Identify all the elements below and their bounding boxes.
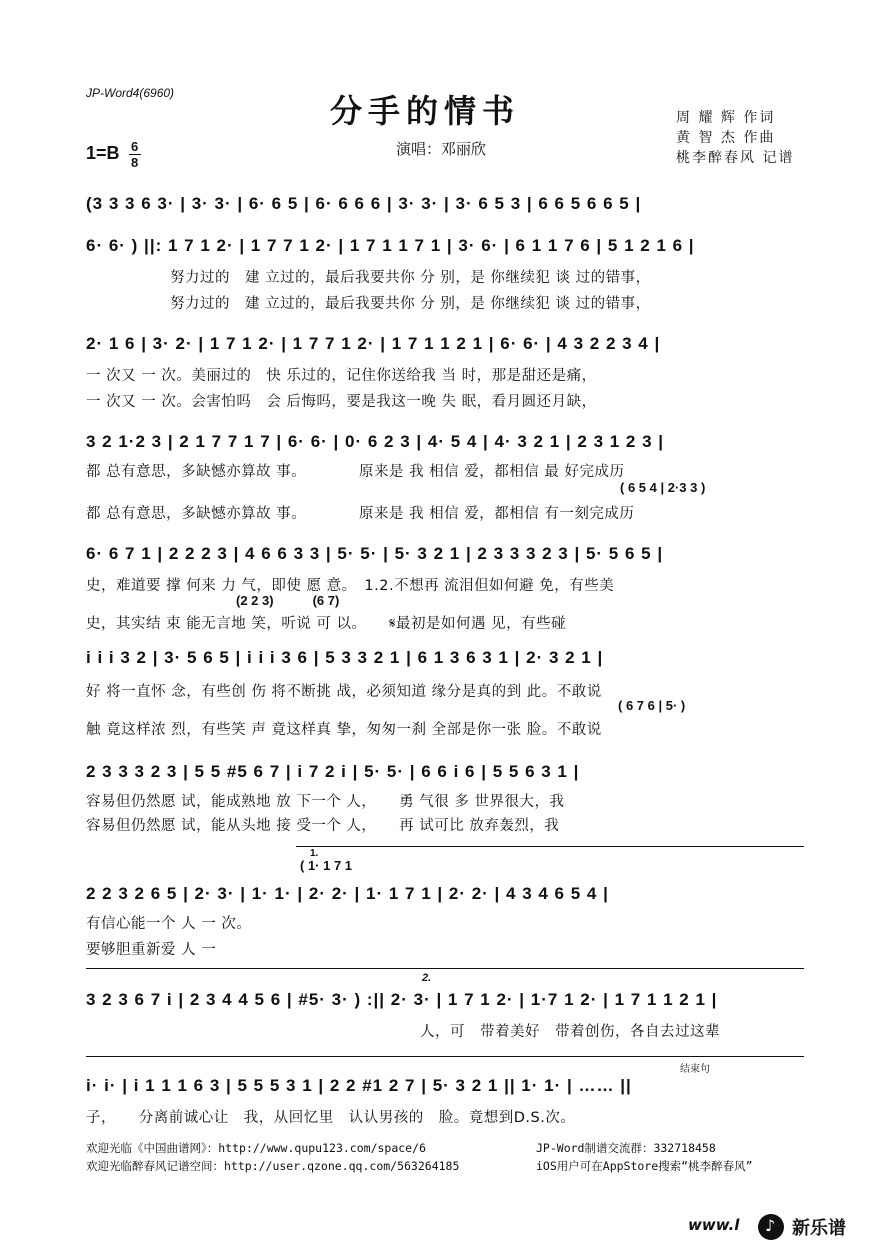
- lyric-row-2-verse-1: 努力过的 建 立过的，最后我要共你 分 别，是 你继续犯 谈 过的错事，: [170, 270, 651, 286]
- watermark-brand: 新乐谱: [792, 1218, 846, 1239]
- song-title: 分手的情书: [330, 92, 521, 130]
- lyric-row-10-verse-1: 子， 分离前诚心让 我，从回忆里 认认男孩的 脸。竟想到D.S.次。: [86, 1110, 576, 1126]
- key-label: 1=B: [86, 143, 120, 163]
- footer-group-info: JP-Word制谱交流群：332718458: [536, 1141, 716, 1155]
- lyric-row-7-verse-1: 容易但仍然愿 试，能成熟地 放 下一个 人， 勇 气很 多 世界很大，我: [86, 794, 565, 810]
- footer-link-qupu[interactable]: 欢迎光临《中国曲谱网》：http://www.qupu123.com/space/6: [86, 1141, 426, 1155]
- score-row-2: 6· 6· ) ||: 1 7 1 2· | 1 7 7 1 2· | 1 7 1 1 7 1 | 3· 6· | 6 1 1 7 6 | 5 1 2 1 6 |: [86, 236, 695, 255]
- score-row-3: 2· 1 6 | 3· 2· | 1 7 1 2· | 1 7 7 1 2· | 1 7 1 1 2 1 | 6· 6· | 4 3 2 2 3 4 |: [86, 334, 661, 353]
- time-top: 6: [131, 139, 139, 154]
- lyric-row-6-verse-1: 好 将一直怀 念，有些创 伤 将不断挑 战，必须知道 缘分是真的到 此。不敢说: [86, 684, 602, 700]
- score-row-8: 2 2 3 2 6 5 | 2· 3· | 1· 1· | 2· 2· | 1· 1 7 1 | 2· 2· | 4 3 4 6 5 4 |: [86, 884, 609, 903]
- watermark-url: www.l: [688, 1216, 740, 1234]
- time-signature: [129, 140, 141, 169]
- time-bottom: 8: [131, 155, 139, 170]
- score-row-5: 6· 6 7 1 | 2 2 2 3 | 4 6 6 3 3 | 5· 5· | 5· 3 2 1 | 2 3 3 3 2 3 | 5· 5 6 5 |: [86, 544, 664, 563]
- volta-label-2: 2.: [422, 972, 432, 984]
- lyric-row-3-verse-1: 一 次又 一 次。美丽过的 快 乐过的，记住你送给我 当 时，那是甜还是痛，: [86, 368, 597, 384]
- score-row-1: (3 3 3 6 3· | 3· 3· | 6· 6 5 | 6· 6 6 6 | 3· 3· | 3· 6 5 3 | 6 6 5 6 6 5 |: [86, 194, 642, 213]
- alt-notes-row-6: ( 6 7 6 | 5· ): [618, 698, 686, 713]
- lyric-row-8-verse-2: 要够胆重新爱 人 一: [86, 942, 217, 958]
- score-row-4: 3 2 1·2 3 | 2 1 7 7 1 7 | 6· 6· | 0· 6 2 3 | 4· 5 4 | 4· 3 2 1 | 2 3 1 2 3 |: [86, 432, 665, 451]
- lyric-row-5-verse-1: 史，难道要 撑 何来 力 气，即使 愿 意。 1.2.不想再 流泪但如何避 免，有些美: [86, 578, 615, 594]
- score-row-7: 2 3 3 3 2 3 | 5 5 #5 6 7 | i 7 2 i | 5· 5· | 6 6 i 6 | 5 5 6 3 1 |: [86, 762, 580, 781]
- alt-notes-row-8: ( 1· 1 7 1: [300, 858, 353, 873]
- lyric-row-4-verse-2: 都 总有意思，多缺憾亦算故 事。 原来是 我 相信 爱，都相信 有一刻完成历: [86, 506, 635, 522]
- lyric-row-5-verse-2: 史，其实结 束 能无言地 笑，听说 可 以。 𝄋最初是如何遇 见，有些碰: [86, 616, 567, 632]
- lyric-row-9-verse-1: 人，可 带着美好 带着创伤，各自去过这辈: [420, 1024, 720, 1040]
- alt-notes-row-5: (2 2 3) (6 7): [236, 593, 340, 608]
- lyric-row-3-verse-2: 一 次又 一 次。会害怕吗 会 后悔吗，要是我这一晚 失 眠，看月圆还月缺，: [86, 394, 597, 410]
- alt-notes-row-4: ( 6 5 4 | 2·3 3 ): [620, 480, 706, 495]
- score-row-6: i i i 3 2 | 3· 5 6 5 | i i i 3 6 | 5 3 3 2 1 | 6 1 3 6 3 1 | 2· 3 2 1 |: [86, 648, 604, 667]
- score-row-10: i· i· | i 1 1 1 6 3 | 5 5 5 3 1 | 2 2 #1 2 7 | 5· 3 2 1 || 1· 1· | …… ||: [86, 1076, 632, 1095]
- lyric-row-4-verse-1: 都 总有意思，多缺憾亦算故 事。 原来是 我 相信 爱，都相信 最 好完成历: [86, 464, 625, 480]
- singer-credit: 演唱：邓丽欣: [396, 140, 487, 158]
- volta-bracket-1: [296, 846, 804, 847]
- software-label: JP-Word4(6960): [86, 86, 175, 100]
- footer-ios-info: iOS用户可在AppStore搜索“桃李醉春风”: [536, 1159, 753, 1173]
- volta-bracket-2: [86, 968, 804, 969]
- lyric-row-7-verse-2: 容易但仍然愿 试，能从头地 接 受一个 人， 再 试可比 放弃轰烈，我: [86, 818, 560, 834]
- lyricist-credit: 周 耀 辉 作词: [676, 110, 776, 126]
- composer-credit: 黄 智 杰 作曲: [676, 130, 776, 146]
- score-row-9: 3 2 3 6 7 i | 2 3 4 4 5 6 | #5· 3· ) :|| 2· 3· | 1 7 1 2· | 1·7 1 2· | 1 7 1 1 2 1 |: [86, 990, 718, 1009]
- lyric-row-2-verse-2: 努力过的 建 立过的，最后我要共你 分 别，是 你继续犯 谈 过的错事，: [170, 296, 651, 312]
- footer-link-qzone[interactable]: 欢迎光临醉春风记谱空间：http://user.qzone.qq.com/563264185: [86, 1159, 460, 1173]
- credits: [676, 108, 794, 168]
- ending-bracket: [86, 1056, 804, 1057]
- lyric-row-8-verse-1: 有信心能一个 人 一 次。: [86, 916, 252, 932]
- music-note-icon: ♪: [758, 1214, 784, 1240]
- volta-label-1: 1.: [310, 848, 319, 859]
- lyric-row-6-verse-2: 触 竟这样浓 烈，有些笑 声 竟这样真 挚，匆匆一刹 全部是你一张 脸。不敢说: [86, 722, 602, 738]
- transcriber-credit: 桃李醉春风 记谱: [676, 150, 795, 166]
- key-signature: [86, 140, 141, 169]
- ending-label: 结束句: [680, 1064, 710, 1075]
